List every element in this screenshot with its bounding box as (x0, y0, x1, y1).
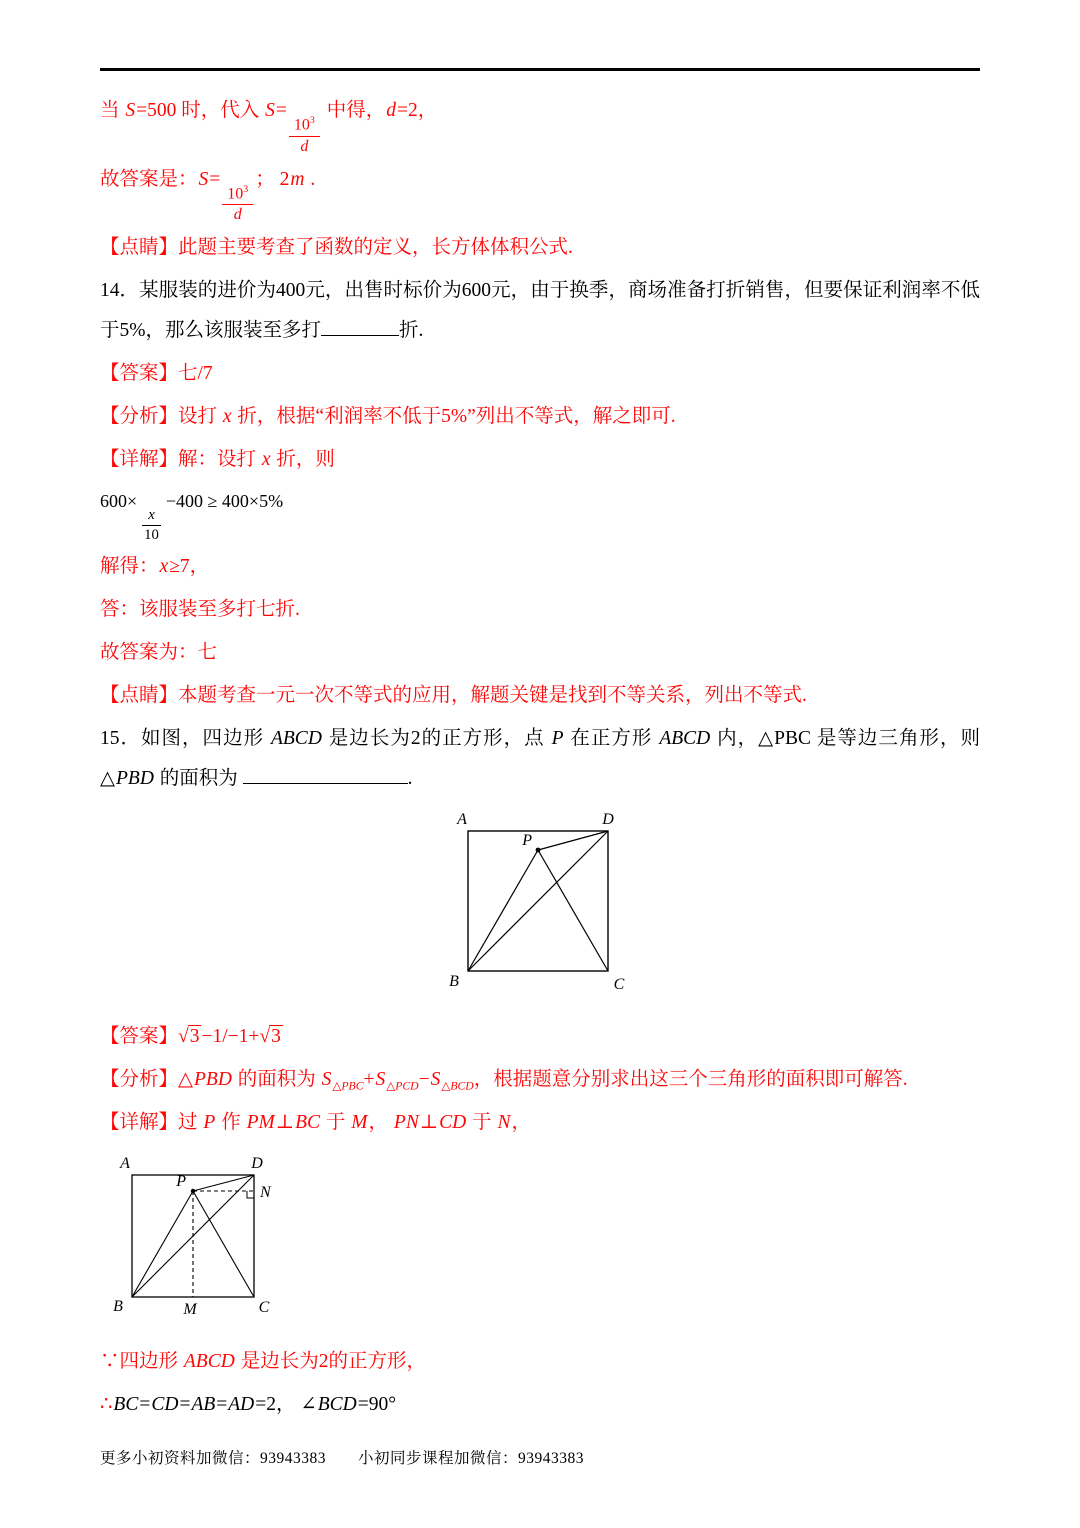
sol13-remark-line (100, 228, 980, 268)
analysis-15 (100, 1060, 980, 1100)
math-variable: S (198, 168, 209, 190)
segment-pc (538, 850, 608, 971)
fraction (222, 184, 253, 225)
math-variable: PN (393, 1112, 419, 1134)
math-variable: P (203, 1112, 216, 1134)
text-run: ∵四边形 (100, 1351, 183, 1372)
math-variable: CD (439, 1112, 467, 1134)
text-run: 【详解】解：设打 (100, 448, 261, 470)
text-run: + (363, 1069, 375, 1091)
text-run: 故答案为：七 (100, 642, 218, 664)
text-run: ∴ (100, 1393, 113, 1415)
text-run: =500 时，代入 (136, 100, 265, 121)
label-b: B (113, 1298, 123, 1315)
square-pmn-figure (100, 1151, 295, 1326)
label-d: D (601, 811, 614, 829)
fraction (139, 506, 164, 544)
label-b: B (448, 973, 459, 991)
text-run: 的面积为 (232, 1069, 321, 1091)
sqrt-expression: √3 (259, 1026, 281, 1048)
math-variable: BC (295, 1112, 320, 1134)
math-variable: x (159, 556, 169, 578)
analysis-14 (100, 397, 980, 437)
math-variable: x (261, 448, 271, 470)
text-run: ， (511, 1112, 532, 1134)
text-run: 14．某服装的进价为400元，出售时标价为600元，由于换季，商场准备打折销售，但要保证利润率不低于5%，那么该服装至多打 (100, 280, 980, 341)
text-run: 是边长为2的正方形， (235, 1351, 426, 1372)
text-run: 在正方形 (564, 728, 659, 750)
label-d: D (251, 1155, 263, 1172)
final-answer-14 (100, 633, 980, 673)
math-variable: d (300, 137, 309, 155)
point-p-dot (535, 848, 540, 853)
text-run: 解得： (100, 556, 159, 578)
text-run: ≥7， (169, 556, 210, 578)
segment-pc (193, 1191, 254, 1297)
math-variable: S (265, 100, 275, 121)
label-m: M (183, 1301, 197, 1318)
detail-15-construction (100, 1103, 980, 1143)
top-rule (100, 68, 980, 71)
text-run: 【点睛】此题主要考查了函数的定义，长方体体积公式. (100, 237, 573, 259)
subscript: △BCD (441, 1079, 474, 1093)
math-variable: d (386, 100, 396, 121)
fraction (289, 115, 320, 156)
math-variable: BCD (317, 1393, 357, 1415)
footer-contact-info: 更多小初资料加微信：93943383 小初同步课程加微信：93943383 (100, 1450, 585, 1467)
remark-14 (100, 676, 980, 716)
because-line-15 (100, 1342, 980, 1382)
square-pbd-figure (438, 809, 643, 999)
label-c: C (613, 976, 624, 994)
math-variable: S (125, 100, 136, 121)
text-run: 中得， (321, 100, 386, 121)
text-run: =2， ∠ (255, 1393, 317, 1415)
label-p: P (176, 1173, 186, 1190)
sol13-answer-line (100, 160, 980, 226)
text-run: = (275, 100, 287, 121)
answer-15 (100, 1017, 980, 1057)
math-variable: S (375, 1069, 386, 1091)
math-variable: P (551, 728, 564, 750)
math-variable: ABCD (183, 1351, 235, 1372)
text-run: = (139, 1393, 151, 1415)
answer-14 (100, 354, 980, 394)
text-run: 折，则 (271, 448, 335, 470)
label-p: P (521, 832, 532, 850)
text-run: . (305, 168, 316, 190)
math-variable: M (351, 1112, 368, 1134)
text-run: 当 (100, 100, 125, 121)
text-run: 10 (293, 116, 310, 134)
text-run: −400 ≥ 400×5% (165, 490, 284, 511)
text-run: 是边长为2的正方形，点 (322, 728, 551, 750)
text-run: = (209, 168, 221, 190)
math-variable: PM (246, 1112, 275, 1134)
problem-14-statement (100, 271, 980, 351)
label-a: A (456, 811, 467, 829)
text-run: 内，△PBC 是等边三角形，则△ (100, 728, 980, 790)
math-variable: AD (228, 1393, 255, 1415)
superscript: 3 (309, 115, 315, 127)
detail-14-setup (100, 440, 980, 480)
text-run: − (418, 1069, 430, 1091)
label-c: C (258, 1299, 270, 1316)
text-run: ⊥ (419, 1112, 439, 1134)
superscript: 3 (243, 183, 249, 195)
text-run: 【答案】七/7 (100, 362, 213, 384)
math-variable: PBD (194, 1069, 232, 1091)
math-variable: CD (151, 1393, 179, 1415)
subscript: △PBC (332, 1079, 364, 1093)
math-variable: ABCD (270, 728, 322, 750)
segment-pd (193, 1175, 254, 1191)
math-variable: N (497, 1112, 511, 1134)
math-variable: ABCD (659, 728, 711, 750)
text-run: 10 (144, 526, 159, 543)
label-n: N (260, 1184, 271, 1201)
subscript: △PCD (386, 1079, 419, 1093)
text-run: 【分析】设打 (100, 405, 222, 427)
math-variable: S (321, 1069, 332, 1091)
text-run: ⊥ (275, 1112, 295, 1134)
sqrt-expression: √3 (178, 1026, 200, 1048)
text-run: 【答案】 (100, 1026, 179, 1048)
text-run: 故答案是： (100, 168, 198, 190)
text-run: =90° (357, 1393, 397, 1415)
text-run: 作 (216, 1112, 246, 1134)
problem-15-statement (100, 719, 980, 799)
text-run: . (407, 768, 413, 790)
text-run: ， (368, 1112, 393, 1134)
text-run: 答：该服装至多打七折. (100, 599, 300, 621)
text-run: =2， (396, 100, 438, 121)
therefore-line-15 (100, 1385, 980, 1425)
math-variable: S (430, 1069, 441, 1091)
figure-15-problem (100, 809, 980, 1005)
text-run: 【分析】△ (100, 1069, 193, 1091)
solve-14 (100, 547, 980, 587)
text-run: 的面积为 (154, 768, 243, 790)
math-variable: x (148, 507, 155, 524)
math-variable: m (290, 168, 305, 190)
text-run: 10 (227, 185, 244, 203)
text-run: 15．如图，四边形 (100, 728, 270, 750)
figure-15-solution (100, 1151, 980, 1332)
segment-bp (132, 1191, 193, 1297)
segment-bp (468, 850, 538, 971)
fill-in-blank (321, 315, 399, 336)
math-variable: PBD (116, 768, 154, 790)
text-run: 于 (321, 1112, 351, 1134)
fill-in-blank (243, 763, 408, 784)
point-p-dot (191, 1189, 195, 1193)
text-run: 【详解】过 (100, 1112, 203, 1134)
right-angle-mark-n (247, 1191, 254, 1198)
text-run: 折，根据“利润率不低于5%”列出不等式，解之即可. (232, 405, 676, 427)
sol13-substitution-line (100, 91, 980, 157)
label-a: A (120, 1155, 130, 1172)
math-variable: BC (113, 1393, 139, 1415)
inequality-14 (100, 483, 980, 544)
text-run: = (216, 1393, 228, 1415)
text-run: ； 2 (255, 168, 290, 190)
text-run: −1/−1+ (201, 1026, 260, 1048)
text-run: 折. (399, 319, 424, 341)
text-run: = (179, 1393, 191, 1415)
math-variable: d (233, 206, 242, 224)
text-run: 于 (467, 1112, 497, 1134)
answer-sentence-14 (100, 590, 980, 630)
math-variable: AB (191, 1393, 216, 1415)
math-variable: x (222, 405, 232, 427)
text-run: 600× (100, 490, 138, 511)
text-run: 【点睛】本题考查一元一次不等式的应用，解题关键是找到不等关系，列出不等式. (100, 685, 807, 707)
segment-pd (538, 831, 608, 850)
text-run: ，根据题意分别求出这三个三角形的面积即可解答. (473, 1069, 908, 1091)
